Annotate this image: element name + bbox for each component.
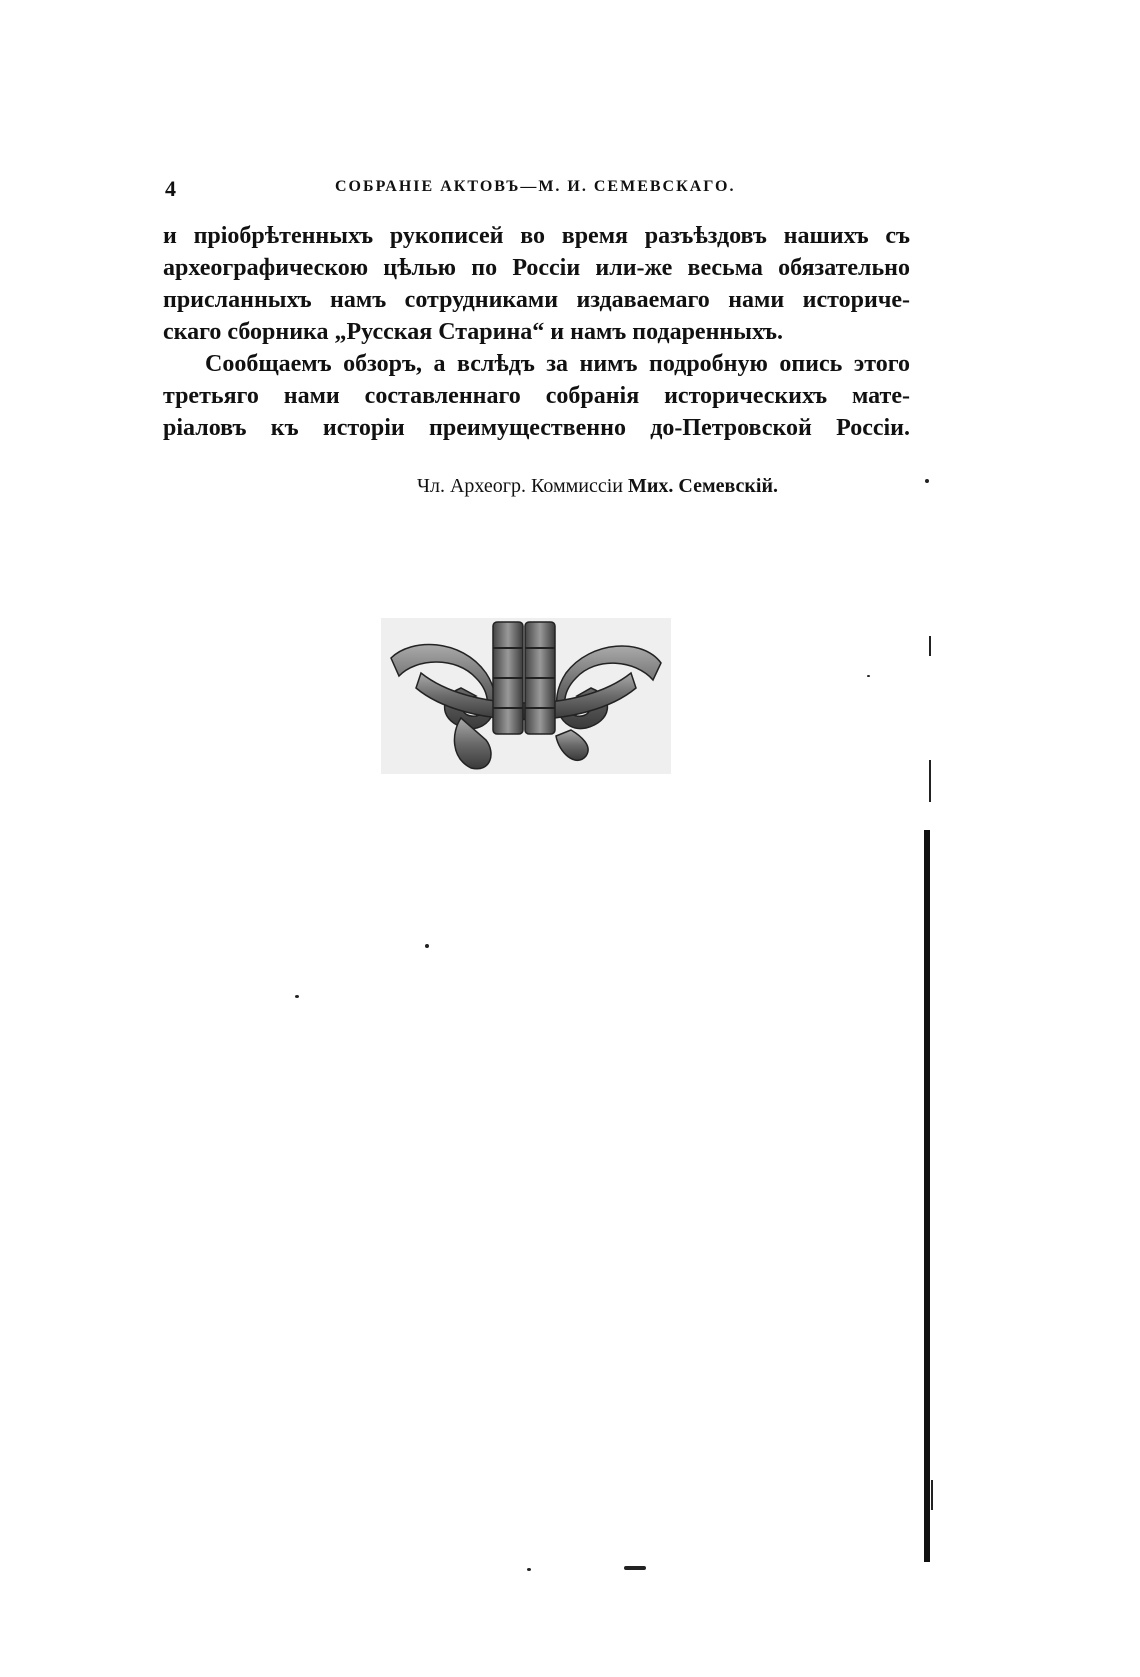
print-speck bbox=[527, 1568, 531, 1571]
text-line: третьяго нами составленнаго собранія историческихъ мате- bbox=[163, 383, 910, 409]
page-edge-shadow bbox=[924, 830, 930, 1562]
page-edge-mark bbox=[931, 1480, 933, 1510]
print-speck bbox=[867, 675, 870, 677]
page-number: 4 bbox=[165, 176, 176, 201]
text-line: Сообщаемъ обзоръ, а вслѣдъ за нимъ подробную опись этого bbox=[205, 351, 910, 377]
text-line: и пріобрѣтенныхъ рукописей во время разъѣздовъ нашихъ съ bbox=[163, 223, 910, 249]
text-line: археографическою цѣлью по Россіи или-же весьма обязательно bbox=[163, 255, 910, 281]
signature bbox=[417, 475, 778, 498]
body-text bbox=[163, 220, 910, 444]
print-speck bbox=[925, 479, 929, 483]
print-speck bbox=[295, 995, 299, 998]
page-edge-mark bbox=[929, 760, 931, 802]
page-edge-mark bbox=[929, 636, 931, 656]
text-line: присланныхъ намъ сотрудниками издаваемаго нами историче- bbox=[163, 287, 910, 313]
signature-name: Мих. Семевскій. bbox=[628, 475, 778, 497]
print-speck bbox=[624, 1566, 646, 1570]
signature-prefix: Чл. Археогр. Коммиссіи bbox=[417, 475, 628, 497]
running-title: СОБРАНІЕ АКТОВЪ—М. И. СЕМЕВСКАГО. bbox=[335, 178, 736, 195]
print-speck bbox=[425, 944, 429, 948]
text-line: скаго сборника „Русская Старина“ и намъ подаренныхъ. bbox=[163, 319, 784, 345]
vignette-illustration bbox=[381, 618, 671, 774]
text-line: ріаловъ къ исторіи преимущественно до-Петровской Россіи. bbox=[163, 415, 910, 441]
books-and-ribbon-icon bbox=[381, 618, 671, 774]
